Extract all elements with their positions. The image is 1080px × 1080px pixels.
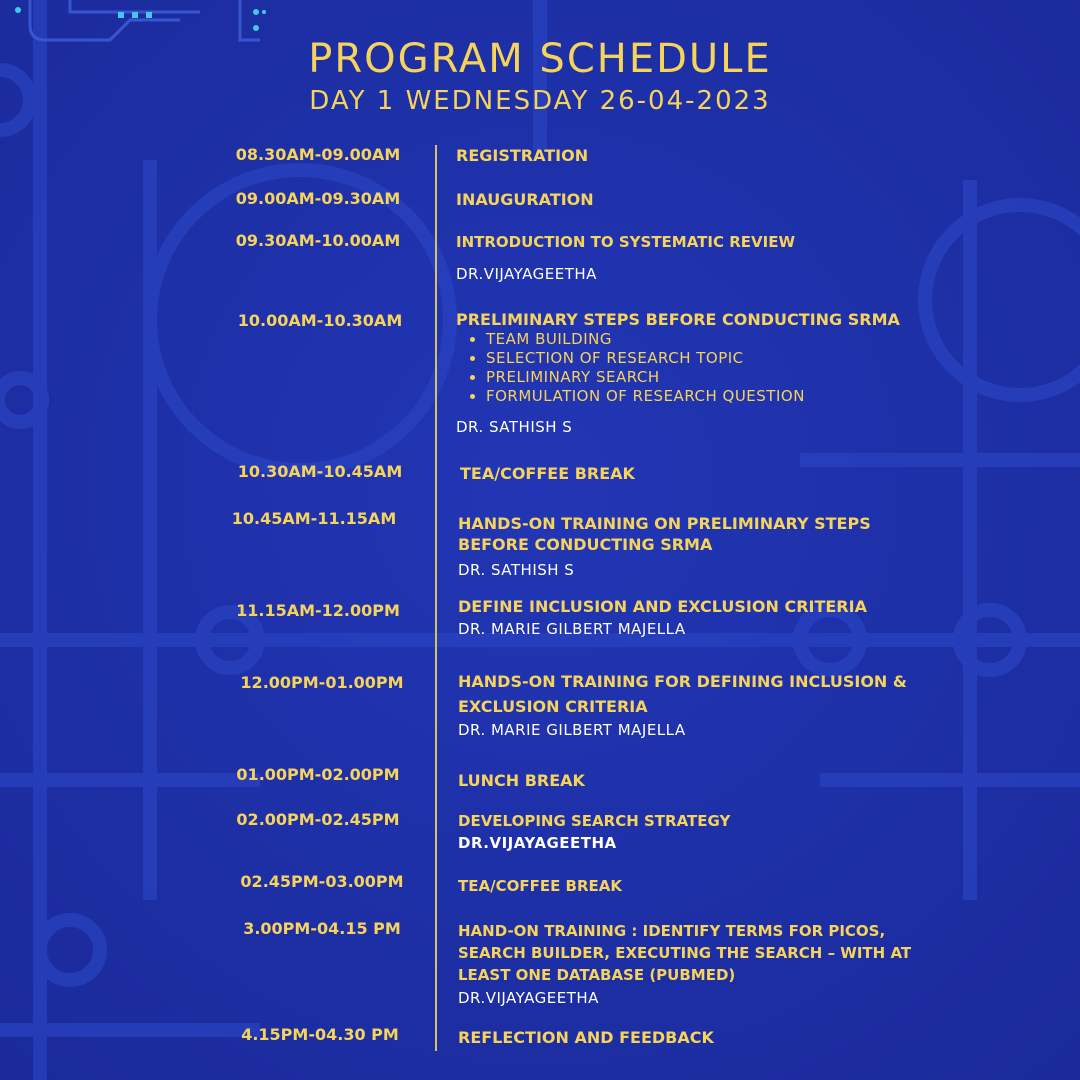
schedule-item — [458, 596, 938, 638]
activity-title: HAND-ON TRAINING : IDENTIFY TERMS FOR PICOS, SEARCH BUILDER, EXECUTING THE SEARCH – WITH AT LEAST ONE DATABASE (PUBMED) — [458, 922, 912, 984]
activity-title: DEFINE INCLUSION AND EXCLUSION CRITERIA — [458, 597, 867, 616]
topic-item: • PRELIMINARY SEARCH — [486, 368, 936, 387]
activity-title: HANDS-ON TRAINING ON PRELIMINARY STEPS BEFORE CONDUCTING SRMA — [458, 514, 871, 554]
time-slot: 10.30AM-10.45AM — [237, 462, 403, 481]
time-slot: 10.00AM-10.30AM — [237, 311, 403, 330]
schedule-item — [458, 920, 928, 1007]
schedule-item — [456, 231, 936, 283]
speaker-name: DR. MARIE GILBERT MAJELLA — [458, 620, 686, 638]
time-slot: 09.00AM-09.30AM — [235, 189, 401, 208]
activity-title: TEA/COFFEE BREAK — [458, 877, 622, 895]
time-slot: 11.15AM-12.00PM — [236, 601, 400, 620]
schedule-item — [458, 669, 908, 739]
speaker-name: DR. SATHISH S — [458, 561, 575, 579]
speaker-name: DR. MARIE GILBERT MAJELLA — [458, 721, 686, 739]
activity-title: PRELIMINARY STEPS BEFORE CONDUCTING SRMA — [456, 310, 900, 329]
speaker-name: DR.VIJAYAGEETHA — [458, 989, 599, 1007]
timeline-divider — [435, 145, 437, 1051]
activity-title: DEVELOPING SEARCH STRATEGY — [458, 812, 731, 830]
schedule-item — [458, 810, 938, 852]
time-slot: 4.15PM-04.30 PM — [241, 1025, 399, 1044]
time-slot: 10.45AM-11.15AM — [231, 509, 397, 528]
activity-title: LUNCH BREAK — [458, 771, 585, 790]
schedule-item — [458, 875, 938, 897]
topic-item: • FORMULATION OF RESEARCH QUESTION — [486, 387, 936, 406]
time-slot: 02.00PM-02.45PM — [236, 810, 400, 829]
time-slot: 02.45PM-03.00PM — [240, 872, 404, 891]
activity-title: REFLECTION AND FEEDBACK — [458, 1028, 714, 1047]
schedule-item — [458, 513, 928, 579]
day-date-subtitle: DAY 1 WEDNESDAY 26-04-2023 — [309, 86, 771, 116]
topic-list — [456, 330, 936, 406]
activity-title: INTRODUCTION TO SYSTEMATIC REVIEW — [456, 233, 795, 251]
activity-title: REGISTRATION — [456, 146, 589, 165]
schedule-item — [458, 1027, 938, 1048]
activity-title: INAUGURATION — [456, 190, 594, 209]
schedule-item — [458, 770, 938, 791]
time-slot: 12.00PM-01.00PM — [240, 673, 404, 692]
speaker-name: DR.VIJAYAGEETHA — [456, 265, 597, 283]
time-slot: 3.00PM-04.15 PM — [243, 919, 401, 938]
speaker-name: DR. SATHISH S — [456, 418, 573, 436]
topic-item: • SELECTION OF RESEARCH TOPIC — [486, 349, 936, 368]
activity-title: HANDS-ON TRAINING FOR DEFINING INCLUSION & EXCLUSION CRITERIA — [458, 672, 907, 716]
speaker-name: DR.VIJAYAGEETHA — [458, 834, 617, 852]
time-slot: 09.30AM-10.00AM — [235, 231, 401, 250]
page-title: PROGRAM SCHEDULE — [308, 36, 772, 82]
time-slot: 08.30AM-09.00AM — [235, 145, 401, 164]
topic-item: • TEAM BUILDING — [486, 330, 936, 349]
activity-title: TEA/COFFEE BREAK — [460, 464, 635, 483]
time-slot: 01.00PM-02.00PM — [236, 765, 400, 784]
schedule-item — [456, 189, 936, 210]
schedule-item — [460, 463, 940, 484]
schedule-item — [456, 145, 936, 166]
schedule-item — [456, 309, 936, 436]
